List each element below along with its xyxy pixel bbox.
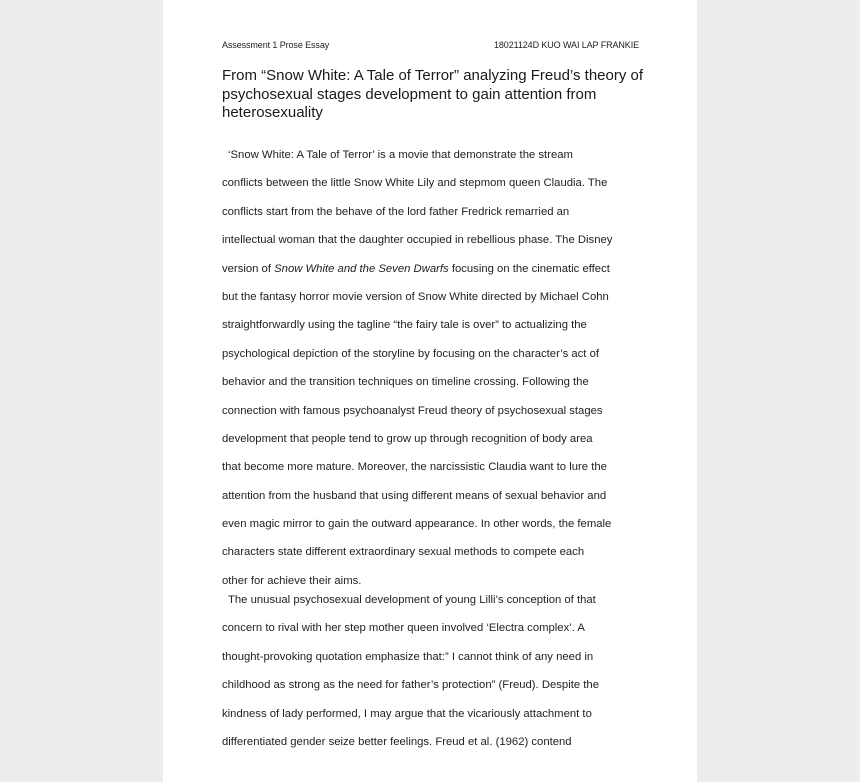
paragraph-1 <box>222 146 672 600</box>
paragraph-line: thought-provoking quotation emphasize that:” I cannot think of any need in <box>222 650 594 663</box>
paragraph-line: that become more mature. Moreover, the narcissistic Claudia want to lure the <box>222 461 607 474</box>
paragraph-line: concern to rival with her step mother queen involved ‘Electra complex’. A <box>222 622 585 635</box>
header-course-title: Assessment 1 Prose Essay <box>222 40 330 50</box>
essay-title-line: From “Snow White: A Tale of Terror” analyzing Freud’s theory of <box>222 67 644 84</box>
paragraph-line: intellectual woman that the daughter occupied in rebellious phase. The Disney <box>222 234 613 247</box>
paragraph-line: kindness of lady performed, I may argue that the vicariously attachment to <box>222 707 592 720</box>
paragraph-line: even magic mirror to gain the outward appearance. In other words, the female <box>222 518 612 531</box>
film-title-italic: Snow White and the Seven Dwarfs <box>274 262 449 275</box>
paragraph-line: differentiated gender seize better feelings. Freud et al. (1962) contend <box>222 735 572 748</box>
document-page <box>163 0 697 782</box>
paragraph-line: The unusual psychosexual development of young Lilli’s conception of that <box>228 594 596 606</box>
paragraph-line: ‘Snow White: A Tale of Terror’ is a movie that demonstrate the stream <box>228 149 573 161</box>
paragraph-line <box>222 260 672 288</box>
essay-title-line: heterosexuality <box>222 104 323 121</box>
paragraph-2 <box>222 591 672 761</box>
essay-title <box>222 67 662 123</box>
paragraph-line: behavior and the transition techniques on timeline crossing. Following the <box>222 376 589 389</box>
paragraph-line: other for achieve their aims. <box>222 574 362 587</box>
paragraph-line: but the fantasy horror movie version of Snow White directed by Michael Cohn <box>222 290 609 303</box>
paragraph-line: psychological depiction of the storyline by focusing on the character’s act of <box>222 347 599 360</box>
essay-title-line: psychosexual stages development to gain attention from <box>222 85 597 103</box>
paragraph-line: attention from the husband that using different means of sexual behavior and <box>222 489 607 502</box>
paragraph-line: conflicts start from the behave of the lord father Fredrick remarried an <box>222 205 570 218</box>
paragraph-line: development that people tend to grow up through recognition of body area <box>222 432 593 445</box>
paragraph-line: childhood as strong as the need for father’s protection” (Freud). Despite the <box>222 679 599 692</box>
paragraph-text: focusing on the cinematic effect <box>448 262 610 275</box>
paragraph-line: connection with famous psychoanalyst Freud theory of psychosexual stages <box>222 404 603 417</box>
paragraph-text: version of <box>222 262 275 275</box>
paragraph-line: characters state different extraordinary sexual methods to compete each <box>222 546 585 559</box>
paragraph-line: conflicts between the little Snow White Lily and stepmom queen Claudia. The <box>222 177 608 190</box>
header-student-id: 18021124D KUO WAI LAP FRANKIE <box>494 40 639 50</box>
paragraph-line: straightforwardly using the tagline “the fairy tale is over” to actualizing the <box>222 319 587 332</box>
